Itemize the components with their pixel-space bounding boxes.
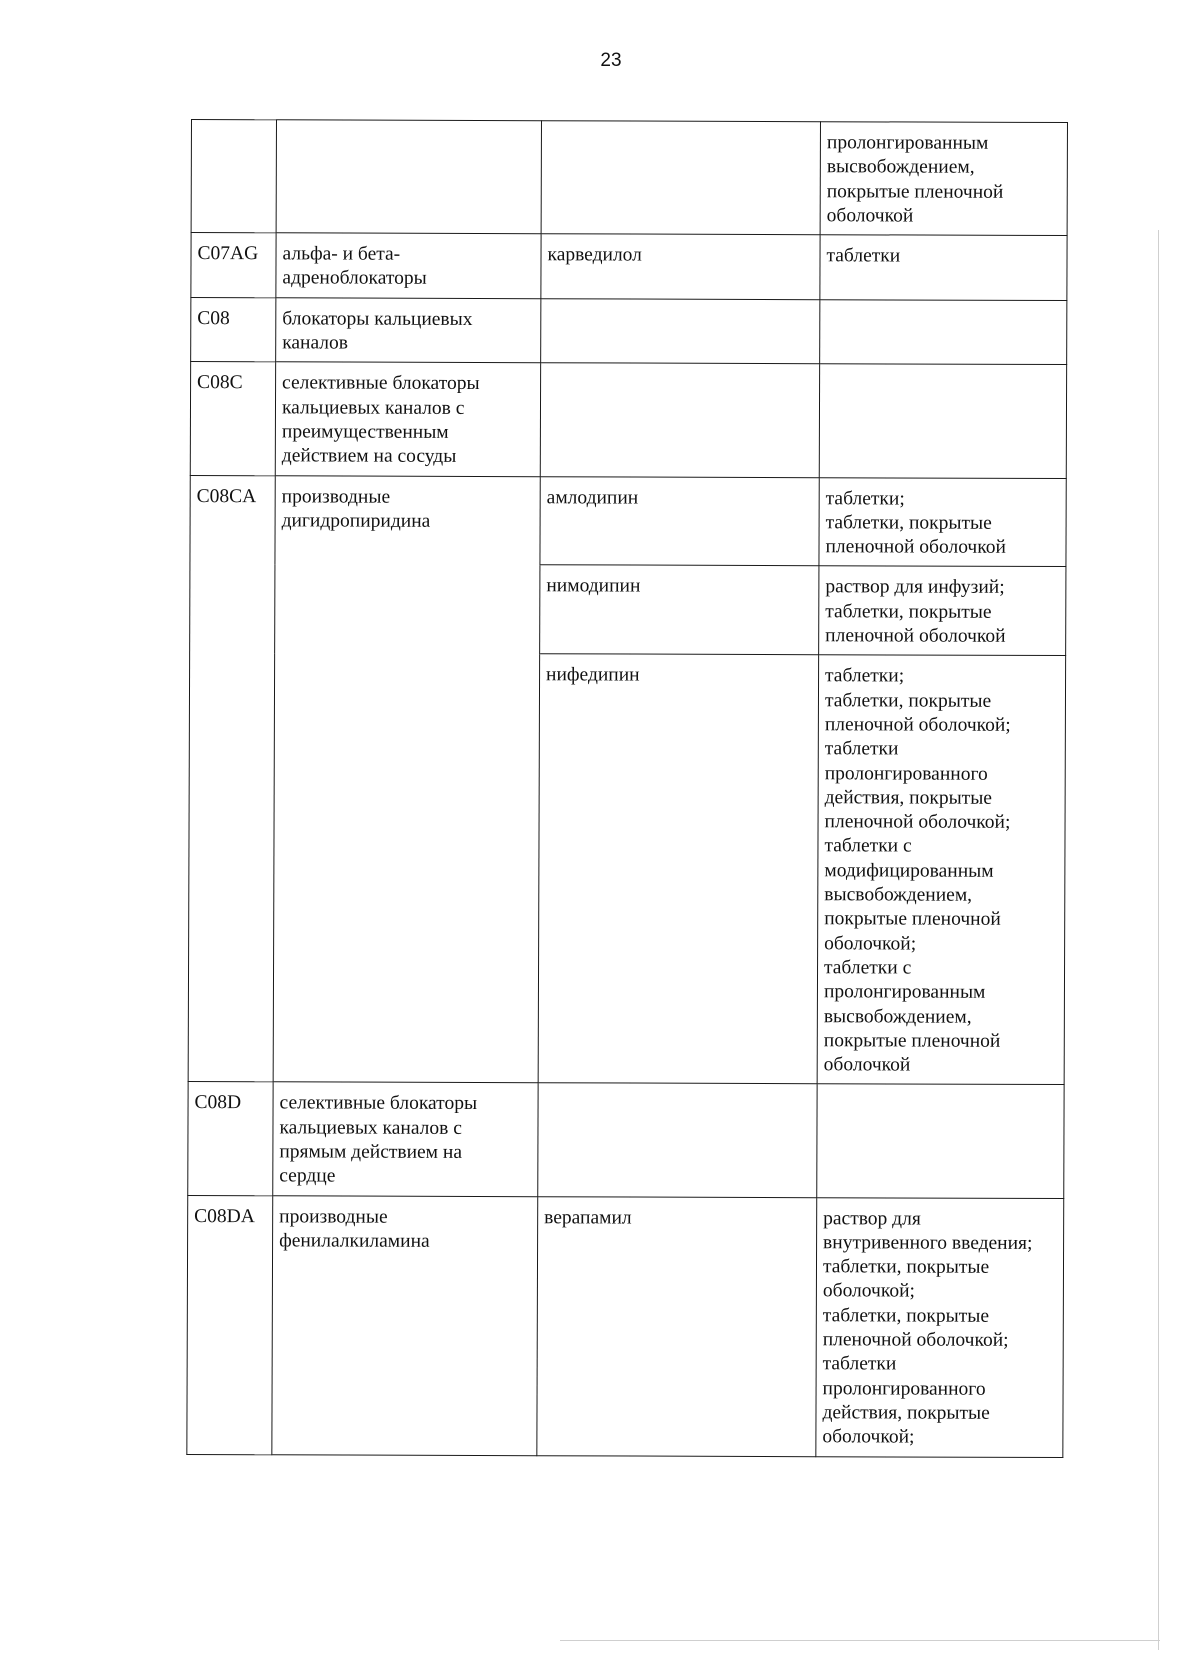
atc-code-cell: C08DA: [187, 1195, 273, 1454]
table-row: [188, 1082, 1064, 1198]
group-cell: селективные блокаторы кальциевых каналов с преимущественным действием на сосуды: [275, 362, 540, 476]
scan-edge-bottom: [560, 1640, 1160, 1641]
atc-code-cell: C08C: [190, 362, 275, 475]
drug-name-cell: [541, 121, 820, 235]
table-row: [191, 233, 1067, 301]
atc-code-cell: [191, 120, 276, 233]
dosage-form-cell: раствор для инфузий; таблетки, покрытые пленочной оболочкой: [819, 566, 1066, 656]
group-cell: альфа- и бета- адреноблокаторы: [276, 233, 541, 299]
table-row: [187, 1195, 1064, 1457]
group-cell: селективные блокаторы кальциевых каналов с прямым действием на сердце: [273, 1082, 538, 1196]
dosage-form-cell: таблетки; таблетки, покрытые пленочной оболочкой: [819, 477, 1066, 567]
scan-edge-right: [1158, 230, 1159, 1650]
table-row: [190, 564, 1066, 656]
drug-name-cell: амлодипин: [540, 476, 819, 566]
table-row: [190, 362, 1066, 478]
dosage-form-cell: [819, 364, 1066, 478]
drug-name-cell: карведилол: [541, 234, 820, 300]
atc-code-cell: [190, 564, 275, 653]
table-row: [188, 653, 1065, 1085]
drug-name-cell: нифедипин: [538, 654, 818, 1084]
atc-code-cell: C08CA: [190, 475, 275, 564]
table-row: [190, 475, 1066, 567]
group-cell: [273, 653, 539, 1083]
atc-code-cell: [188, 653, 274, 1082]
drug-name-cell: [538, 1083, 817, 1197]
page-number: 23: [600, 50, 622, 71]
drug-name-cell: верапамил: [537, 1196, 817, 1456]
table-row: [191, 120, 1067, 236]
atc-code-cell: C07AG: [191, 233, 276, 298]
group-cell: производные дигидропиридина: [275, 475, 540, 565]
atc-code-cell: C08: [191, 297, 276, 362]
dosage-form-cell: [820, 299, 1067, 364]
dosage-form-cell: раствор для внутривенного введения; таблетки, покрытые оболочкой; таблетки, покрытые пленочной оболочкой; таблетки пролонгированного действия, покрытые оболочкой;: [816, 1197, 1064, 1457]
drug-name-cell: нимодипин: [540, 565, 819, 655]
dosage-form-cell: [817, 1084, 1064, 1198]
drug-table: [186, 119, 1068, 1458]
drug-name-cell: [541, 299, 820, 365]
group-cell: производные фенилалкиламина: [272, 1195, 538, 1455]
group-cell: [276, 120, 541, 234]
dosage-form-cell: таблетки: [820, 235, 1067, 300]
table-row: [191, 297, 1067, 365]
drug-name-cell: [540, 363, 819, 477]
group-cell: [275, 564, 540, 654]
atc-code-cell: C08D: [188, 1082, 273, 1195]
dosage-form-cell: пролонгированным высвобождением, покрытые пленочной оболочкой: [820, 122, 1067, 236]
group-cell: блокаторы кальциевых каналов: [276, 298, 541, 364]
dosage-form-cell: таблетки; таблетки, покрытые пленочной оболочкой; таблетки пролонгированного действия, покрытые пленочной оболочкой; таблетки с модифицированным высвобождением, покрытые пленочной оболочкой; таблетки с пролонгированным высвобождением, покрытые пленочной оболочкой: [817, 655, 1065, 1085]
